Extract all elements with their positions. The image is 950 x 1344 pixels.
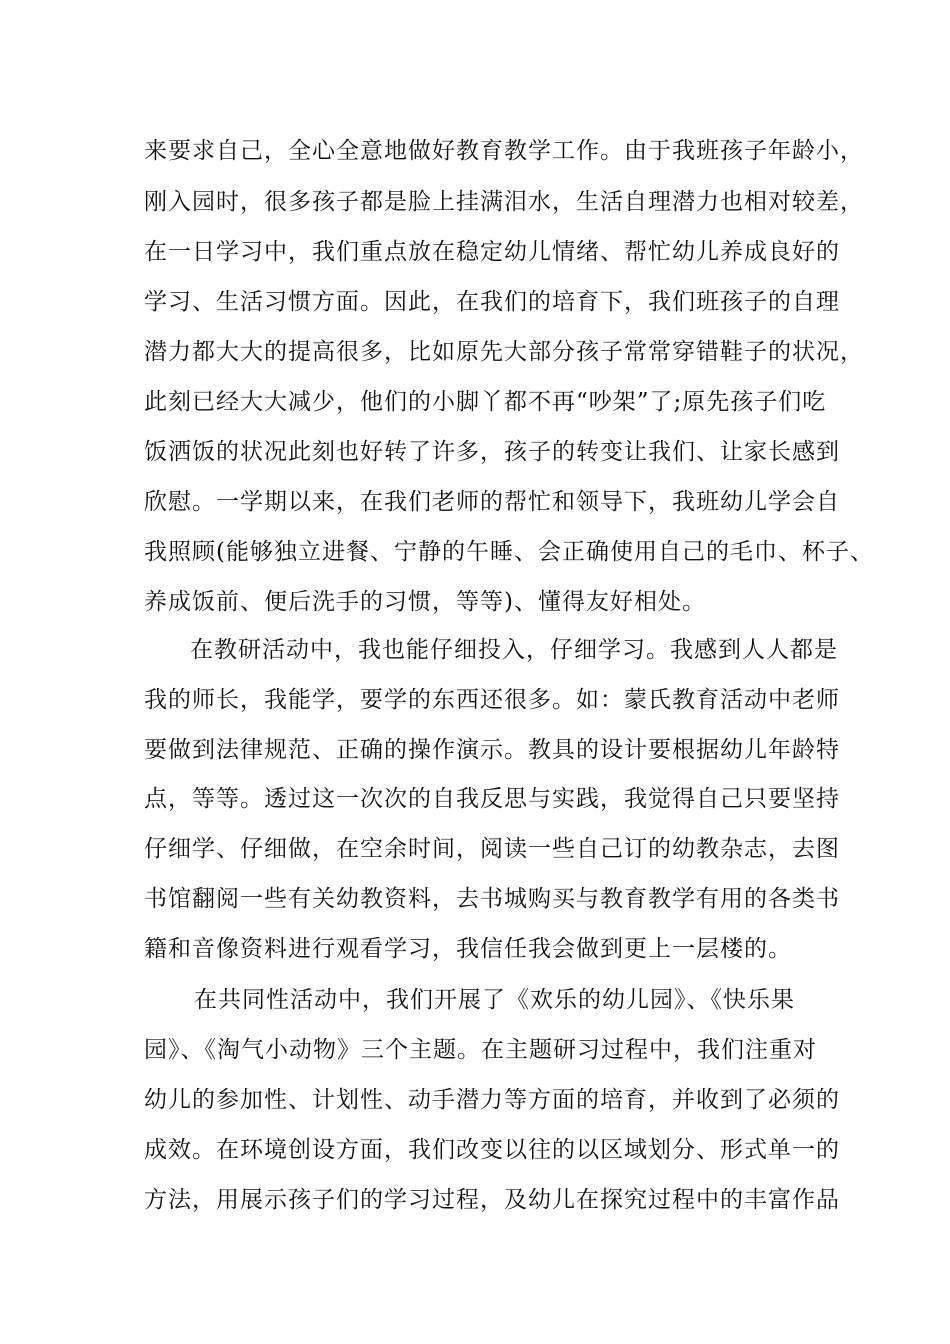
paragraph-1-line-3: 在一日学习中，我们重点放在稳定幼儿情绪、帮忙幼儿养成良好的 <box>144 239 840 265</box>
paragraph-1-line-9: 我照顾(能够独立进餐、宁静的午睡、会正确使用自己的毛巾、杯子、 <box>144 539 874 565</box>
paragraph-1-line-4: 学习、生活习惯方面。因此，在我们的培育下，我们班孩子的自理 <box>144 289 840 315</box>
paragraph-1-line-10: 养成饭前、便后洗手的习惯，等等)、懂得友好相处。 <box>144 589 706 615</box>
paragraph-1-line-1: 来要求自己，全心全意地做好教育教学工作。由于我班孩子年龄小， <box>144 138 864 164</box>
paragraph-2-line-3: 要做到法律规范、正确的操作演示。教具的设计要根据幼儿年龄特 <box>144 737 840 763</box>
paragraph-2-line-4: 点，等等。透过这一次次的自我反思与实践，我觉得自己只要坚持 <box>144 786 840 812</box>
paragraph-1-line-5: 潜力都大大的提高很多，比如原先大部分孩子常常穿错鞋子的状况， <box>144 339 864 365</box>
paragraph-2-line-2: 我的师长，我能学，要学的东西还很多。如：蒙氏教育活动中老师 <box>144 687 840 713</box>
paragraph-2-line-6: 书馆翻阅一些有关幼教资料，去书城购买与教育教学有用的各类书 <box>144 886 840 912</box>
paragraph-1-line-2: 刚入园时，很多孩子都是脸上挂满泪水，生活自理潜力也相对较差， <box>144 189 864 215</box>
paragraph-3-line-4: 成效。在环境创设方面，我们改变以往的以区域划分、形式单一的 <box>144 1137 840 1163</box>
paragraph-2-line-7: 籍和音像资料进行观看学习，我信任我会做到更上一层楼的。 <box>144 936 792 962</box>
paragraph-2-line-1: 在教研活动中，我也能仔细投入，仔细学习。我感到人人都是 <box>190 637 838 663</box>
paragraph-3-line-3: 幼儿的参加性、计划性、动手潜力等方面的培育，并收到了必须的 <box>144 1087 840 1113</box>
paragraph-3-line-2: 园》、《淘气小动物》三个主题。在主题研习过程中，我们注重对 <box>144 1037 817 1063</box>
paragraph-1-line-8: 欣慰。一学期以来，在我们老师的帮忙和领导下，我班幼儿学会自 <box>144 489 840 515</box>
paragraph-3-line-1: 在共同性活动中，我们开展了《欢乐的幼儿园》、《快乐果 <box>194 987 795 1013</box>
paragraph-1-line-6: 此刻已经大大减少，他们的小脚丫都不再“吵架”了;原先孩子们吃 <box>144 389 827 415</box>
paragraph-2-line-5: 仔细学、仔细做，在空余时间，阅读一些自己订的幼教杂志，去图 <box>144 836 840 862</box>
paragraph-3-line-5: 方法，用展示孩子们的学习过程，及幼儿在探究过程中的丰富作品 <box>144 1187 840 1213</box>
paragraph-1-line-7: 饭洒饭的状况此刻也好转了许多，孩子的转变让我们、让家长感到 <box>144 439 840 465</box>
